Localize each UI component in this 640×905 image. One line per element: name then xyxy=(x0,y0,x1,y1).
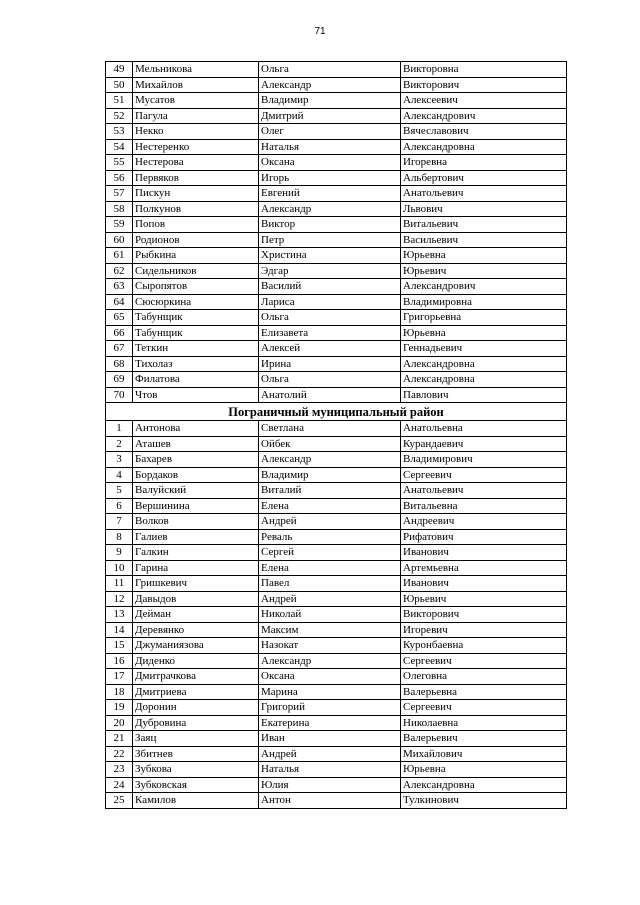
row-number: 18 xyxy=(106,684,133,700)
patronymic-cell: Андреевич xyxy=(401,514,567,530)
table-row xyxy=(106,731,567,747)
first-name-cell: Дмитрий xyxy=(259,108,401,124)
row-number: 20 xyxy=(106,715,133,731)
row-number: 3 xyxy=(106,452,133,468)
surname-cell: Теткин xyxy=(133,341,259,357)
patronymic-cell: Алексеевич xyxy=(401,93,567,109)
table-row xyxy=(106,93,567,109)
first-name-cell: Ольга xyxy=(259,62,401,78)
surname-cell: Дейман xyxy=(133,607,259,623)
first-name-cell: Олег xyxy=(259,124,401,140)
first-name-cell: Елизавета xyxy=(259,325,401,341)
patronymic-cell: Александрович xyxy=(401,108,567,124)
surname-cell: Некко xyxy=(133,124,259,140)
patronymic-cell: Олеговна xyxy=(401,669,567,685)
patronymic-cell: Викторович xyxy=(401,77,567,93)
patronymic-cell: Анатольевич xyxy=(401,186,567,202)
first-name-cell: Светлана xyxy=(259,421,401,437)
surname-cell: Родионов xyxy=(133,232,259,248)
first-name-cell: Елена xyxy=(259,560,401,576)
row-number: 21 xyxy=(106,731,133,747)
table-row xyxy=(106,746,567,762)
row-number: 62 xyxy=(106,263,133,279)
surname-cell: Мусатов xyxy=(133,93,259,109)
first-name-cell: Лариса xyxy=(259,294,401,310)
patronymic-cell: Александровна xyxy=(401,139,567,155)
surname-cell: Галкин xyxy=(133,545,259,561)
patronymic-cell: Викторовна xyxy=(401,62,567,78)
patronymic-cell: Валерьевна xyxy=(401,684,567,700)
first-name-cell: Александр xyxy=(259,77,401,93)
row-number: 69 xyxy=(106,372,133,388)
table-row xyxy=(106,139,567,155)
row-number: 63 xyxy=(106,279,133,295)
surname-cell: Чтов xyxy=(133,387,259,403)
patronymic-cell: Альбертович xyxy=(401,170,567,186)
row-number: 12 xyxy=(106,591,133,607)
first-name-cell: Эдгар xyxy=(259,263,401,279)
table-row xyxy=(106,545,567,561)
table-row xyxy=(106,387,567,403)
table-row xyxy=(106,653,567,669)
patronymic-cell: Иванович xyxy=(401,576,567,592)
row-number: 64 xyxy=(106,294,133,310)
section-header-row xyxy=(106,403,567,421)
patronymic-cell: Юрьевна xyxy=(401,325,567,341)
first-name-cell: Александр xyxy=(259,653,401,669)
surname-cell: Филатова xyxy=(133,372,259,388)
table-row xyxy=(106,294,567,310)
first-name-cell: Павел xyxy=(259,576,401,592)
first-name-cell: Анатолий xyxy=(259,387,401,403)
first-name-cell: Петр xyxy=(259,232,401,248)
row-number: 51 xyxy=(106,93,133,109)
surname-cell: Табунщик xyxy=(133,310,259,326)
patronymic-cell: Александрович xyxy=(401,279,567,295)
first-name-cell: Ирина xyxy=(259,356,401,372)
patronymic-cell: Сергеевич xyxy=(401,653,567,669)
surname-cell: Давыдов xyxy=(133,591,259,607)
surname-cell: Пискун xyxy=(133,186,259,202)
row-number: 59 xyxy=(106,217,133,233)
first-name-cell: Иван xyxy=(259,731,401,747)
table-row xyxy=(106,232,567,248)
table-row xyxy=(106,777,567,793)
table-row xyxy=(106,607,567,623)
patronymic-cell: Александровна xyxy=(401,356,567,372)
table-row xyxy=(106,483,567,499)
surname-cell: Тихолаз xyxy=(133,356,259,372)
table-row xyxy=(106,622,567,638)
roster-group-2 xyxy=(106,421,567,809)
first-name-cell: Наталья xyxy=(259,762,401,778)
patronymic-cell: Вячеславович xyxy=(401,124,567,140)
table-row xyxy=(106,310,567,326)
roster-group-1 xyxy=(106,62,567,403)
first-name-cell: Андрей xyxy=(259,591,401,607)
surname-cell: Табунщик xyxy=(133,325,259,341)
row-number: 24 xyxy=(106,777,133,793)
surname-cell: Антонова xyxy=(133,421,259,437)
surname-cell: Рыбкина xyxy=(133,248,259,264)
table-row xyxy=(106,436,567,452)
first-name-cell: Алексей xyxy=(259,341,401,357)
surname-cell: Джуманиязова xyxy=(133,638,259,654)
surname-cell: Аташев xyxy=(133,436,259,452)
table-row xyxy=(106,201,567,217)
patronymic-cell: Геннадьевич xyxy=(401,341,567,357)
patronymic-cell: Артемьевна xyxy=(401,560,567,576)
table-row xyxy=(106,514,567,530)
first-name-cell: Ойбек xyxy=(259,436,401,452)
table-row xyxy=(106,155,567,171)
first-name-cell: Андрей xyxy=(259,746,401,762)
table-row xyxy=(106,341,567,357)
surname-cell: Камилов xyxy=(133,793,259,809)
table-row xyxy=(106,669,567,685)
surname-cell: Деревянко xyxy=(133,622,259,638)
table-row xyxy=(106,356,567,372)
patronymic-cell: Витальевна xyxy=(401,498,567,514)
row-number: 11 xyxy=(106,576,133,592)
first-name-cell: Юлия xyxy=(259,777,401,793)
row-number: 23 xyxy=(106,762,133,778)
table-row xyxy=(106,421,567,437)
patronymic-cell: Павлович xyxy=(401,387,567,403)
first-name-cell: Сергей xyxy=(259,545,401,561)
table-row xyxy=(106,715,567,731)
patronymic-cell: Анатольевич xyxy=(401,483,567,499)
surname-cell: Нестерова xyxy=(133,155,259,171)
patronymic-cell: Рифатович xyxy=(401,529,567,545)
row-number: 1 xyxy=(106,421,133,437)
patronymic-cell: Анатольевна xyxy=(401,421,567,437)
patronymic-cell: Львович xyxy=(401,201,567,217)
first-name-cell: Максим xyxy=(259,622,401,638)
surname-cell: Зубковская xyxy=(133,777,259,793)
patronymic-cell: Владимировна xyxy=(401,294,567,310)
patronymic-cell: Юрьевич xyxy=(401,263,567,279)
first-name-cell: Николай xyxy=(259,607,401,623)
surname-cell: Сидельников xyxy=(133,263,259,279)
row-number: 70 xyxy=(106,387,133,403)
surname-cell: Бордаков xyxy=(133,467,259,483)
surname-cell: Галиев xyxy=(133,529,259,545)
table-row xyxy=(106,279,567,295)
surname-cell: Вершинина xyxy=(133,498,259,514)
table-row xyxy=(106,186,567,202)
surname-cell: Доронин xyxy=(133,700,259,716)
table-row xyxy=(106,263,567,279)
row-number: 2 xyxy=(106,436,133,452)
first-name-cell: Елена xyxy=(259,498,401,514)
row-number: 16 xyxy=(106,653,133,669)
table-row xyxy=(106,170,567,186)
row-number: 25 xyxy=(106,793,133,809)
patronymic-cell: Игоревич xyxy=(401,622,567,638)
surname-cell: Гришкевич xyxy=(133,576,259,592)
patronymic-cell: Юрьевна xyxy=(401,248,567,264)
row-number: 52 xyxy=(106,108,133,124)
table-row xyxy=(106,248,567,264)
row-number: 67 xyxy=(106,341,133,357)
surname-cell: Валуйский xyxy=(133,483,259,499)
row-number: 58 xyxy=(106,201,133,217)
table-row xyxy=(106,452,567,468)
table-row xyxy=(106,217,567,233)
table-row xyxy=(106,108,567,124)
first-name-cell: Оксана xyxy=(259,669,401,685)
table-row xyxy=(106,372,567,388)
table-row xyxy=(106,124,567,140)
row-number: 55 xyxy=(106,155,133,171)
patronymic-cell: Тулкинович xyxy=(401,793,567,809)
row-number: 68 xyxy=(106,356,133,372)
first-name-cell: Евгений xyxy=(259,186,401,202)
row-number: 49 xyxy=(106,62,133,78)
first-name-cell: Реваль xyxy=(259,529,401,545)
surname-cell: Нестеренко xyxy=(133,139,259,155)
page-number: 71 xyxy=(314,26,326,37)
surname-cell: Дубровина xyxy=(133,715,259,731)
row-number: 6 xyxy=(106,498,133,514)
row-number: 61 xyxy=(106,248,133,264)
table-row xyxy=(106,576,567,592)
patronymic-cell: Курандаевич xyxy=(401,436,567,452)
first-name-cell: Александр xyxy=(259,452,401,468)
row-number: 15 xyxy=(106,638,133,654)
section-header xyxy=(106,403,567,421)
surname-cell: Сыропятов xyxy=(133,279,259,295)
first-name-cell: Марина xyxy=(259,684,401,700)
row-number: 7 xyxy=(106,514,133,530)
surname-cell: Волков xyxy=(133,514,259,530)
patronymic-cell: Сергеевич xyxy=(401,700,567,716)
row-number: 4 xyxy=(106,467,133,483)
table-row xyxy=(106,638,567,654)
surname-cell: Дмитрачкова xyxy=(133,669,259,685)
first-name-cell: Виталий xyxy=(259,483,401,499)
row-number: 13 xyxy=(106,607,133,623)
table-row xyxy=(106,62,567,78)
surname-cell: Диденко xyxy=(133,653,259,669)
table-row xyxy=(106,684,567,700)
row-number: 17 xyxy=(106,669,133,685)
surname-cell: Збитнев xyxy=(133,746,259,762)
patronymic-cell: Михайлович xyxy=(401,746,567,762)
row-number: 10 xyxy=(106,560,133,576)
patronymic-cell: Григорьевна xyxy=(401,310,567,326)
first-name-cell: Наталья xyxy=(259,139,401,155)
first-name-cell: Екатерина xyxy=(259,715,401,731)
surname-cell: Сюсюркина xyxy=(133,294,259,310)
row-number: 60 xyxy=(106,232,133,248)
first-name-cell: Андрей xyxy=(259,514,401,530)
surname-cell: Пагула xyxy=(133,108,259,124)
first-name-cell: Василий xyxy=(259,279,401,295)
patronymic-cell: Сергеевич xyxy=(401,467,567,483)
surname-cell: Мельникова xyxy=(133,62,259,78)
first-name-cell: Григорий xyxy=(259,700,401,716)
first-name-cell: Владимир xyxy=(259,467,401,483)
first-name-cell: Виктор xyxy=(259,217,401,233)
patronymic-cell: Васильевич xyxy=(401,232,567,248)
first-name-cell: Назокат xyxy=(259,638,401,654)
surname-cell: Михайлов xyxy=(133,77,259,93)
row-number: 5 xyxy=(106,483,133,499)
row-number: 19 xyxy=(106,700,133,716)
row-number: 50 xyxy=(106,77,133,93)
surname-cell: Попов xyxy=(133,217,259,233)
row-number: 57 xyxy=(106,186,133,202)
patronymic-cell: Иванович xyxy=(401,545,567,561)
table-row xyxy=(106,793,567,809)
patronymic-cell: Викторович xyxy=(401,607,567,623)
first-name-cell: Оксана xyxy=(259,155,401,171)
patronymic-cell: Владимирович xyxy=(401,452,567,468)
surname-cell: Дмитриева xyxy=(133,684,259,700)
surname-cell: Бахарев xyxy=(133,452,259,468)
section-title: Пограничный муниципальный район xyxy=(106,403,567,421)
table-row xyxy=(106,467,567,483)
patronymic-cell: Юрьевна xyxy=(401,762,567,778)
roster-table xyxy=(105,61,567,809)
row-number: 54 xyxy=(106,139,133,155)
patronymic-cell: Витальевич xyxy=(401,217,567,233)
row-number: 53 xyxy=(106,124,133,140)
table-row xyxy=(106,498,567,514)
patronymic-cell: Валерьевич xyxy=(401,731,567,747)
row-number: 65 xyxy=(106,310,133,326)
first-name-cell: Александр xyxy=(259,201,401,217)
first-name-cell: Ольга xyxy=(259,372,401,388)
row-number: 8 xyxy=(106,529,133,545)
table-row xyxy=(106,529,567,545)
table-row xyxy=(106,700,567,716)
patronymic-cell: Александровна xyxy=(401,777,567,793)
patronymic-cell: Юрьевич xyxy=(401,591,567,607)
patronymic-cell: Николаевна xyxy=(401,715,567,731)
patronymic-cell: Куронбаевна xyxy=(401,638,567,654)
row-number: 66 xyxy=(106,325,133,341)
table-row xyxy=(106,762,567,778)
table-row xyxy=(106,560,567,576)
surname-cell: Заяц xyxy=(133,731,259,747)
first-name-cell: Игорь xyxy=(259,170,401,186)
first-name-cell: Антон xyxy=(259,793,401,809)
row-number: 9 xyxy=(106,545,133,561)
first-name-cell: Ольга xyxy=(259,310,401,326)
row-number: 56 xyxy=(106,170,133,186)
patronymic-cell: Игоревна xyxy=(401,155,567,171)
patronymic-cell: Александровна xyxy=(401,372,567,388)
row-number: 14 xyxy=(106,622,133,638)
first-name-cell: Владимир xyxy=(259,93,401,109)
table-row xyxy=(106,77,567,93)
first-name-cell: Христина xyxy=(259,248,401,264)
surname-cell: Гарина xyxy=(133,560,259,576)
row-number: 22 xyxy=(106,746,133,762)
surname-cell: Полкунов xyxy=(133,201,259,217)
surname-cell: Первяков xyxy=(133,170,259,186)
surname-cell: Зубкова xyxy=(133,762,259,778)
table-row xyxy=(106,325,567,341)
table-row xyxy=(106,591,567,607)
